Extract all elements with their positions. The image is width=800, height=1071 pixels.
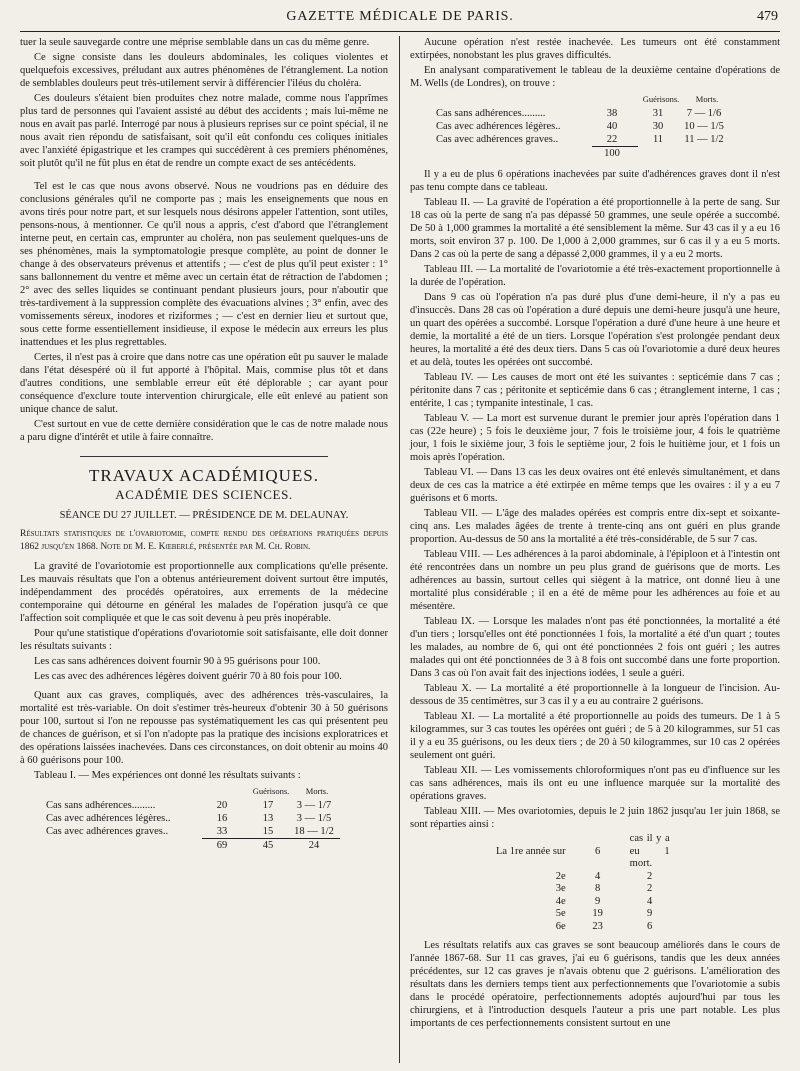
table-header: Guérisons. — [252, 786, 290, 796]
journal-title: GAZETTE MÉDICALE DE PARIS. — [286, 9, 514, 24]
header-rule — [20, 31, 780, 32]
paragraph: Tableau V. — La mort est survenue durant le premier jour après l'opération dans 1 cas (22e heure) ; 5 fois le deuxième jour, 7 fois le troisième jour, 4 fois le quatrième jour, 1 fois le sixième jour, 3 fois le septième jour, 2 fois le huitième jour, et 1 fois un mois après l'opération. — [410, 413, 780, 463]
paragraph: Il y a eu de plus 6 opérations inachevées par suite d'adhérences graves dont il n'est pas tenu compte dans ce tableau. — [410, 169, 780, 193]
page-header — [20, 9, 780, 33]
paragraph: Les résultats relatifs aux cas graves se sont beaucoup améliorés dans le cours de l'année 1867-68. Sur 11 cas graves, j'ai eu 6 guérisons, tandis que les deux années précédentes, sur 12 cas graves je n'avais obtenu que 2 guérisons. L'amélioration des résultats dans les derniers temps tient aux perfectionnements que l'ovariotomie a subis dans le procédé opératoire, perfectionnements adoptés aujourd'hui par tous les chirurgiens, et à l'introduction desquels l'auteur a pris une part notable. Les plus importants de ces perfectionnements consistent surtout en une — [410, 940, 780, 1029]
table-row: 6e 23 6 — [555, 920, 653, 932]
table-total-row: 100 — [436, 147, 730, 161]
paragraph: Tableau VI. — Dans 13 cas les deux ovaires ont été enlevés simultanément, et dans deux de ces cas la matrice a été extirpée en même temps que les ovaires : il y a eu 7 guérisons et 6 morts. — [410, 467, 780, 504]
table-header: Guérisons. — [642, 94, 680, 104]
paragraph: Tableau VIII. — Les adhérences à la paroi abdominale, à l'épiploon et à l'intestin ont été rencontrées dans un nombre un peu plus grand de guérisons que de morts. Les adhérences au bassin, surtout celles qui siègent à la matrice, ont donné lieu à une mortalité plus considérable ; il en a été de même pour les adhérences au foie et au mésentère. — [410, 549, 780, 612]
paragraph: C'est surtout en vue de cette dernière considération que le cas de notre malade nous a paru digne d'intérêt et utile à faire connaître. — [20, 419, 388, 443]
paragraph: Ces douleurs s'étaient bien produites chez notre malade, comme nous l'apprîmes plus tard de personnes qui l'avaient assisté au début des accidents ; mais lui-même ne nous en avait pas parlé. Interrogé par nous à plusieurs reprises sur ce point spécial, il ne nous avait rien répondu de satisfaisant, soit qu'il eût confondu ces coliques initiales avec l'anxiété épigastrique et les crampes qui succédèrent à ces premiers phénomènes, soit plutôt qu'il ne fût plus en état de rendre un compte exact de ses antécédents. — [20, 93, 388, 169]
table-total-row: 69 45 24 — [46, 839, 340, 853]
table-row: Cas avec adhérences graves.. 33 15 18 — 1/2 — [46, 826, 334, 838]
paragraph: Tel est le cas que nous avons observé. Nous ne voudrions pas en déduire des conclusions générales qu'il ne comporte pas ; mais les enseignements que nous en avons tirés pour notre part, et sur lesquels nous désirons appeler l'attention, sont utiles, pensons-nous, à mentionner. Ce qu'il nous a appris, c'est d'abord que l'étranglement interne peut, en certain cas, emprunter au choléra, non pas seulement quelques-uns de ses phénomènes, mais la symptomatologie presque complète, au point de donner le change à des observateurs prévenus et attentifs ; — c'est de plus qu'il peut exister : 1° sans ballonnement du ventre et même avec un certain état de rétraction de l'abdomen ; 2° avec des selles liquides se continuant pendant plusieurs jours, pour n'aboutir que très-tardivement à la suppression complète des évacuations alvines ; 3° enfin, avec des vomissements séreux, inodores et riziformes ; — c'est en dernier lieu et surtout que, sous cette forme essentiellement insidieuse, il expose le médecin aux erreurs les plus inattendues et les plus regrettables. — [20, 181, 388, 348]
page-number: 479 — [757, 9, 778, 24]
table-row: Cas avec adhérences légères.. 16 13 3 — 1/5 — [46, 813, 332, 824]
paragraph: Ce signe consiste dans les douleurs abdominales, les coliques violentes et quelquefois excessives, préludant aux autres phénomènes de l'étranglement. La notion de semblables douleurs peut très-utilement servir à différencier l'iléus du choléra. — [20, 52, 388, 89]
table-row: 2e 4 2 — [555, 870, 653, 882]
table-row: Cas avec adhérences légères.. 40 30 10 — 1/5 — [436, 121, 724, 132]
paragraph: Tableau IV. — Les causes de mort ont été les suivantes : septicémie dans 7 cas ; péritonite dans 7 cas ; péritonite et septicémie dans 6 cas ; étranglement interne, 1 cas ; entérite, 1 cas ; tympanite intestinale, 1 cas. — [410, 372, 780, 409]
table-header: Morts. — [695, 94, 719, 104]
paragraph: Aucune opération n'est restée inachevée. Les tumeurs ont été constamment extirpées, nonobstant les plus graves difficultés. — [410, 37, 780, 61]
paragraph: Les cas sans adhérences doivent fournir 90 à 95 guérisons pour 100. — [34, 656, 321, 667]
table-row: Cas sans adhérences......... 38 31 7 — 1/6 — [436, 108, 722, 119]
paragraph: Tableau III. — La mortalité de l'ovariotomie a été très-exactement proportionnelle à la durée de l'opération. — [410, 264, 780, 288]
paragraph: Tableau XI. — La mortalité a été proportionnelle au poids des tumeurs. De 1 à 5 kilogrammes, sur 3 cas toutes les opérées ont guéri ; de 5 à 20 kilogrammes, sur 51 cas il y a eu 35 guérisons, ou les deux tiers ; de 20 à 50 kilogrammes, sur 10 cas 2 opérées seulement ont guéri. — [410, 711, 780, 761]
paragraph: Quant aux cas graves, compliqués, avec des adhérences très-vasculaires, la mortalité est très-variable. On doit s'estimer très-heureux d'obtenir 30 à 50 guérisons pour 100, surtout si l'on ne repousse pas systématiquement les cas qui présentent peu de chances de guérison, et si l'on n'adopte pas la pratique des incisions exploratrices et des opérations laissées inachevées. Dans ces circonstances, on doit obtenir au moins 40 à 60 guérisons pour 100. — [20, 690, 388, 766]
section-separator — [80, 456, 328, 457]
paragraph: Tableau XII. — Les vomissements chloroformiques n'ont pas eu d'influence sur les cas sans adhérences, mais ils ont eu une influence marquée sur la mortalité des opérations graves. — [410, 765, 780, 802]
right-column — [410, 36, 780, 1032]
table-row: La 1re année sur 6 cas il y a eu 1 mort. — [496, 833, 670, 869]
table-13-years — [490, 833, 676, 933]
table-row: 3e 8 2 — [555, 883, 653, 894]
table-row: 5e 19 9 — [555, 908, 653, 919]
paragraph: La gravité de l'ovariotomie est proportionnelle aux complications qu'elle présente. Les mauvais résultats que l'on a obtenus antérieurement doivent surtout être imputés, indépendamment des procédés opératoires, aux errements de la médecine contemporaine qui détourne en général les malades de l'opération jusqu'à ce que l'affection soit compliquée et que le cas soit devenu à peu près inopérable. — [20, 561, 388, 624]
paragraph: Tableau IX. — Lorsque les malades n'ont pas été ponctionnées, la mortalité a été d'un tiers ; lorsqu'elles ont été ponctionnées 1 fois, la mortalité a été d'un quart ; toutes les malades, au nombre de 6, qui ont été ponctionnées 2 fois ont guéri ; les autres malades qui ont été ponctionnées de 3 à 8 fois ont succombé dans une forte proportion. Dans 3 cas où l'on avait fait des injections iodées, 1 seule a guéri. — [410, 616, 780, 679]
paragraph: En analysant comparativement le tableau de la deuxième centaine d'opérations de M. Wells (de Londres), on trouve : — [410, 65, 780, 89]
table-header: Morts. — [305, 786, 329, 796]
table-row: Cas avec adhérences graves.. 22 11 11 — 1/2 — [436, 134, 724, 146]
paragraph: Tableau I. — Mes expériences ont donné les résultats suivants : — [34, 770, 301, 781]
left-column — [20, 36, 388, 856]
session-line: SÉANCE DU 27 JUILLET. — PRÉSIDENCE DE M. DELAUNAY. — [59, 510, 349, 521]
paragraph: Les cas avec des adhérences légères doivent guérir 70 à 80 fois pour 100. — [34, 671, 342, 682]
section-title: TRAVAUX ACADÉMIQUES. — [88, 466, 319, 485]
table-wells — [436, 92, 730, 160]
paragraph: Tableau XIII. — Mes ovariotomies, depuis le 2 juin 1862 jusqu'au 1er juin 1868, se sont réparties ainsi : — [410, 806, 780, 830]
paragraph: tuer la seule sauvegarde contre une méprise semblable dans un cas du même genre. — [20, 37, 370, 48]
paragraph: Tableau X. — La mortalité a été proportionnelle à la longueur de l'incision. Au-dessous de 35 centimètres, sur 3 cas il y a eu au contraire 2 guérisons. — [410, 683, 780, 707]
paragraph: Tableau II. — La gravité de l'opération a été proportionnelle à la perte de sang. Sur 18 cas où la perte de sang n'a pas dépassé 50 grammes, une seule opérée a succombé. De 50 à 1,000 grammes la mortalité a été sensiblement la même. Sur 43 cas il y a eu 16 morts, soit environ 37 p. 100. De 1,000 à 2,000 grammes, sur 6 cas il y a eu 5 morts. Dans 2 cas où la perte de sang a dépassé 2,000 grammes, il y a eu 2 morts. — [410, 197, 780, 260]
paragraph: Dans 9 cas où l'opération n'a pas duré plus d'une demi-heure, il n'y a pas eu d'insuccès. Dans 28 cas où l'opération a duré depuis une demi-heure jusqu'à une heure, un quart des opérées a succombé. Lorsque l'opération a duré d'une heure à une heure et demie, la mortalité a été de un tiers. Lorsque l'opération s'est prolongée pendant deux heures, la mortalité a été des deux tiers. Dans 5 cas où l'ovariotomie a duré deux heures et au delà, toutes les opérées ont succombé. — [410, 292, 780, 368]
column-divider — [399, 36, 400, 1063]
article-heading: Résultats statistiques de l'ovariotomie, compte rendu des opérations pratiquées depuis 1862 jusqu'en 1868. Note de M. E. Kœberlé, présentée par M. Ch. Robin. — [20, 529, 388, 552]
paragraph: Tableau VII. — L'âge des malades opérées est compris entre dix-sept et soixante-cinq ans. Les malades âgées de trente à trente-cinq ans ont guéri en plus grande proportion. Au-dessus de 50 ans la mortalité a été très-considérable, de 5 sur 7 cas. — [410, 508, 780, 545]
table-row: 4e 9 4 — [555, 895, 653, 907]
paragraph: Pour qu'une statistique d'opérations d'ovariotomie soit satisfaisante, elle doit donner les résultats suivants : — [20, 628, 388, 652]
table-1 — [46, 784, 340, 852]
paragraph: Certes, il n'est pas à croire que dans notre cas une opération eût pu sauver le malade dans l'état désespéré où il fut apporté à l'hôpital. Mais, commise plus tôt et dans d'autres conditions, une semblable erreur eût été déplorable ; car ayant pour conséquence d'exclure toute intervention chirurgicale, elle eût enlevé au patient son unique chance de salut. — [20, 352, 388, 415]
table-row: Cas sans adhérences......... 20 17 3 — 1/7 — [46, 800, 332, 811]
section-subtitle: ACADÉMIE DES SCIENCES. — [115, 487, 293, 502]
